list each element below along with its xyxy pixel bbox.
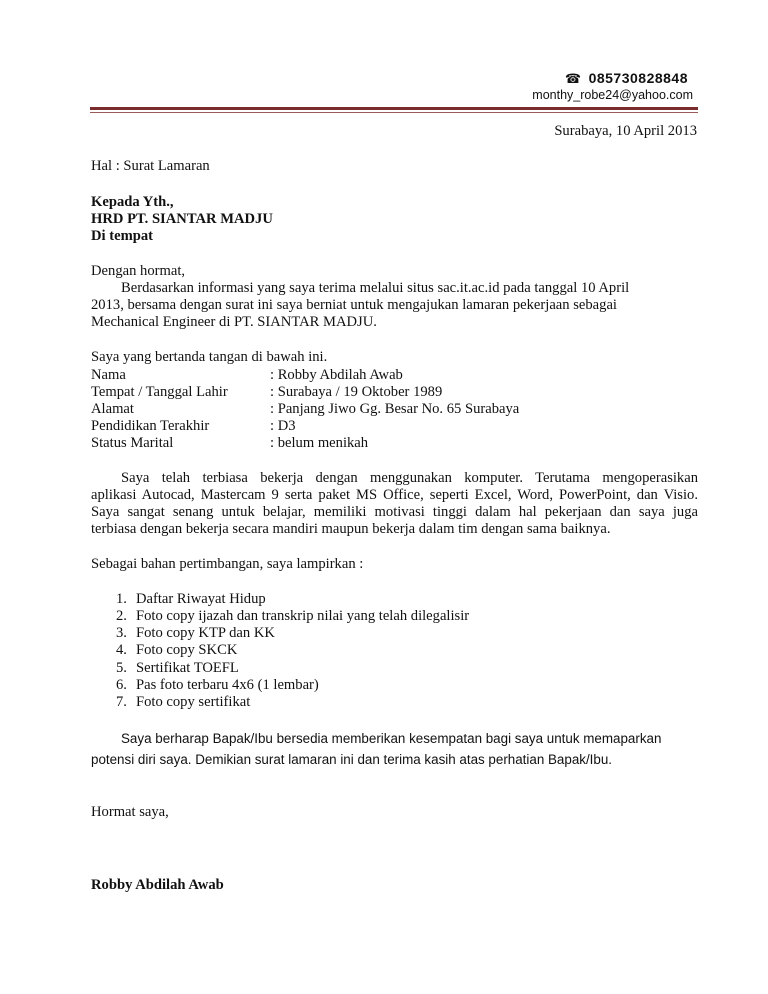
closing-line-2: potensi diri saya. Demikian surat lamaran ini dan terima kasih atas perhatian Bapak/Ibu. bbox=[91, 752, 613, 767]
subject-line: Hal : Surat Lamaran bbox=[91, 158, 210, 174]
info-label-education: Pendidikan Terakhir bbox=[91, 418, 210, 434]
info-value-marital: : belum menikah bbox=[270, 435, 369, 451]
list-item-number: 6. bbox=[116, 677, 127, 693]
info-label-address: Alamat bbox=[91, 401, 134, 417]
skills-line-4: terbiasa dengan bekerja secara mandiri maupun bekerja dalam tim dengan sama baiknya. bbox=[91, 521, 611, 537]
skills-line-1: Saya telah terbiasa bekerja dengan menggunakan komputer. Terutama mengoperasikan bbox=[121, 470, 698, 486]
skills-line-2: aplikasi Autocad, Mastercam 9 serta paket MS Office, seperti Excel, Word, PowerPoint, dan Visio. bbox=[91, 487, 698, 503]
date-line: Surabaya, 10 April 2013 bbox=[554, 123, 697, 139]
intro-line-2: 2013, bersama dengan surat ini saya berniat untuk mengajukan lamaran pekerjaan sebagai bbox=[91, 297, 617, 313]
header-phone bbox=[565, 70, 688, 87]
personal-intro: Saya yang bertanda tangan di bawah ini. bbox=[91, 349, 328, 365]
list-item: Foto copy KTP dan KK bbox=[136, 625, 275, 641]
list-item-number: 2. bbox=[116, 608, 127, 624]
header-divider bbox=[90, 107, 698, 110]
list-item: Sertifikat TOEFL bbox=[136, 660, 239, 676]
attachments-intro: Sebagai bahan pertimbangan, saya lampirkan : bbox=[91, 556, 364, 572]
list-item: Foto copy ijazah dan transkrip nilai yang telah dilegalisir bbox=[136, 608, 470, 624]
list-item: Foto copy SKCK bbox=[136, 642, 238, 658]
info-label-name: Nama bbox=[91, 367, 126, 383]
list-item-number: 5. bbox=[116, 660, 127, 676]
list-item: Pas foto terbaru 4x6 (1 lembar) bbox=[136, 677, 319, 693]
recipient-line-2: HRD PT. SIANTAR MADJU bbox=[91, 211, 273, 227]
info-value-address: : Panjang Jiwo Gg. Besar No. 65 Surabaya bbox=[270, 401, 520, 417]
list-item: Foto copy sertifikat bbox=[136, 694, 251, 710]
list-item-number: 7. bbox=[116, 694, 127, 710]
recipient-line-3: Di tempat bbox=[91, 228, 154, 244]
info-value-education: : D3 bbox=[270, 418, 296, 434]
phone-number: 085730828848 bbox=[588, 70, 688, 86]
signature-name: Robby Abdilah Awab bbox=[91, 877, 224, 893]
salutation: Dengan hormat, bbox=[91, 263, 186, 279]
header-email: monthy_robe24@yahoo.com bbox=[532, 88, 693, 102]
closing-line-1: Saya berharap Bapak/Ibu bersedia memberikan kesempatan bagi saya untuk memaparkan bbox=[121, 731, 662, 746]
list-item-number: 1. bbox=[116, 591, 127, 607]
info-label-birth: Tempat / Tanggal Lahir bbox=[91, 384, 228, 400]
recipient-line-1: Kepada Yth., bbox=[91, 194, 174, 210]
info-label-marital: Status Marital bbox=[91, 435, 174, 451]
info-value-name: : Robby Abdilah Awab bbox=[270, 367, 403, 383]
list-item-number: 4. bbox=[116, 642, 127, 658]
telephone-icon: ☎ bbox=[564, 71, 582, 86]
list-item: Daftar Riwayat Hidup bbox=[136, 591, 266, 607]
skills-line-3: Saya sangat senang untuk belajar, memiliki motivasi tinggi dalam hal pekerjaan dan saya juga bbox=[91, 504, 698, 520]
regards: Hormat saya, bbox=[91, 804, 169, 820]
header-divider-thin bbox=[90, 112, 698, 113]
intro-line-3: Mechanical Engineer di PT. SIANTAR MADJU. bbox=[91, 314, 377, 330]
info-value-birth: : Surabaya / 19 Oktober 1989 bbox=[270, 384, 443, 400]
list-item-number: 3. bbox=[116, 625, 127, 641]
intro-line-1: Berdasarkan informasi yang saya terima melalui situs sac.it.ac.id pada tanggal 10 April bbox=[121, 280, 630, 296]
